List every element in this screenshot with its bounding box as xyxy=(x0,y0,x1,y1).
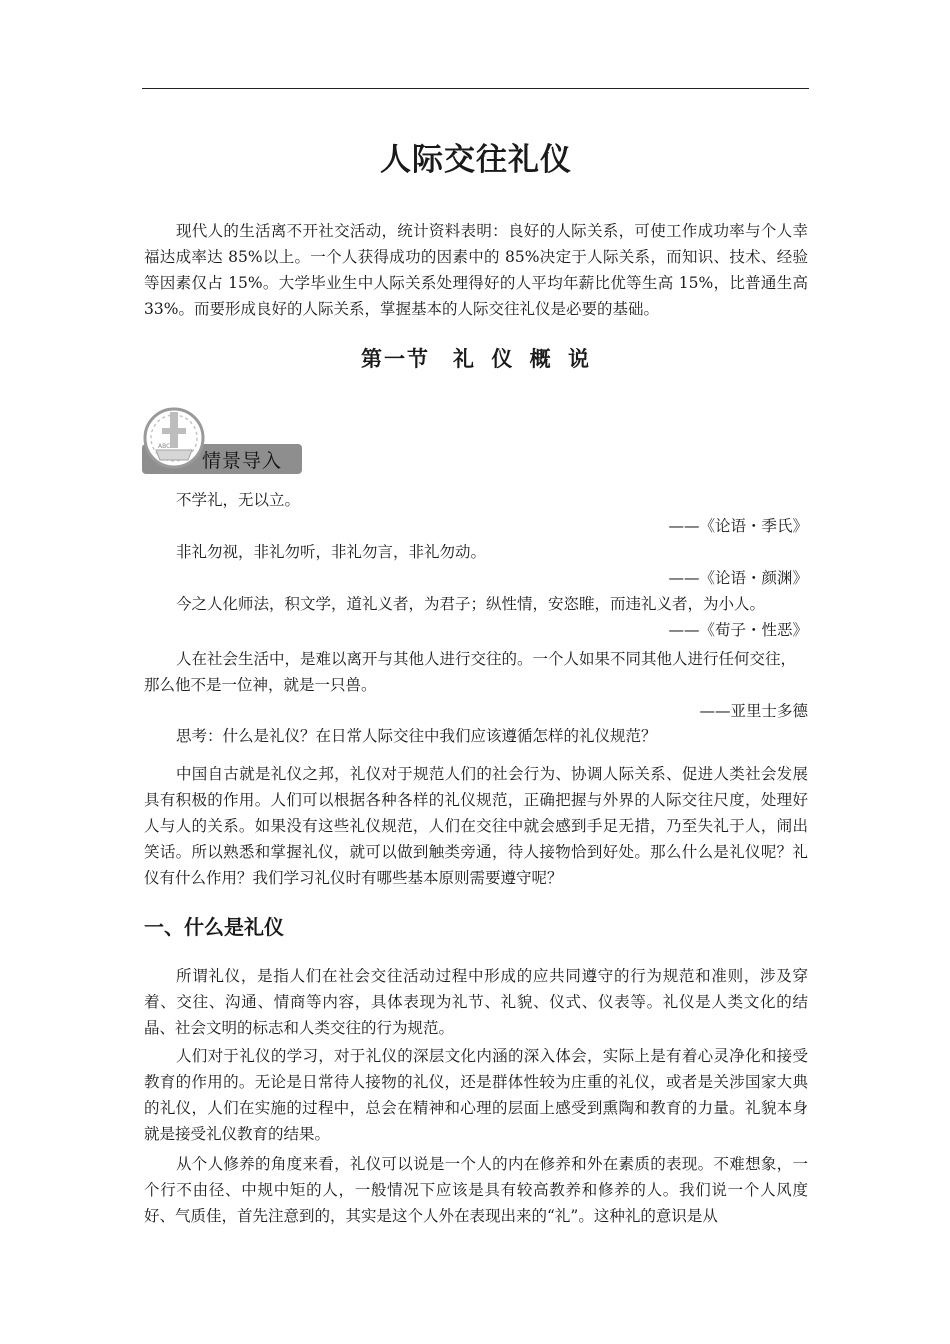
question: 思考：什么是礼仪？在日常人际交往中我们应该遵循怎样的礼仪规范？ xyxy=(176,727,657,745)
quote-2: 非礼勿视，非礼勿听，非礼勿言，非礼勿动。 xyxy=(176,543,487,561)
lead-paragraph: 中国自古就是礼仪之邦，礼仪对于规范人们的社会行为、协调人际关系、促进人类社会发展具有积极的作用。人们可以根据各种各样的礼仪规范，正确把握与外界的人际交往尺度，处理好人与人的关系。如果没有这些礼仪规范，人们在交往中就会感到手足无措，乃至失礼于人，闹出笑话。所以熟悉和掌握礼仪，就可以做到触类旁通，待人接物恰到好处。那么什么是礼仪呢？礼仪有什么作用？我们学习礼仪时有哪些基本原则需要遵守呢？ xyxy=(144,765,808,887)
body-paragraph-1: 所谓礼仪，是指人们在社会交往活动过程中形成的应共同遵守的行为规范和准则，涉及穿着、交往、沟通、情商等内容，具体表现为礼节、礼貌、仪式、仪表等。礼仪是人类文化的结晶、社会文明的标志和人类交往的行为规范。 xyxy=(144,967,808,1037)
quote-3-source: ——《荀子・性恶》 xyxy=(668,621,808,639)
body-paragraph-3: 从个人修养的角度来看，礼仪可以说是一个人的内在修养和外在素质的表现。不难想象，一个行不由径、中规中矩的人，一般情况下应该是具有较高教养和修养的人。我们说一个人风度好、气质佳，首先注意到的，其实是这个人外在表现出来的“礼”。这种礼的意识是从 xyxy=(144,1155,808,1225)
badge-label: 情景导入 xyxy=(202,450,283,472)
header-rule xyxy=(142,88,809,89)
intro-paragraph: 现代人的生活离不开社交活动，统计资料表明：良好的人际关系，可使工作成功率与个人幸福达成率达 85%以上。一个人获得成功的因素中的 85%决定于人际关系，而知识、技术、经验等因素仅占 15%。大学毕业生中人际关系处理得好的人平均年薪比优等生高 15%，比普通生高 33%。而要形成良好的人际关系，掌握基本的人际交往礼仪是必要的基础。 xyxy=(144,222,808,318)
quote-1: 不学礼，无以立。 xyxy=(176,491,301,509)
scene-intro-icon xyxy=(142,404,206,476)
section-title: 第一节 礼 仪 概 说 xyxy=(361,347,591,371)
scene-intro-badge xyxy=(142,404,304,476)
body-paragraph-2: 人们对于礼仪的学习，对于礼仪的深层文化内涵的深入体会，实际上是有着心灵净化和接受教育的作用的。无论是日常待人接物的礼仪，还是群体性较为庄重的礼仪，或者是关涉国家大典的礼仪，人们在实施的过程中，总会在精神和心理的层面上感受到熏陶和教育的力量。礼貌本身就是接受礼仪教育的结果。 xyxy=(144,1047,808,1143)
svg-text:ABC: ABC xyxy=(158,443,171,450)
subsection-heading: 一、什么是礼仪 xyxy=(144,915,284,939)
quote-1-source: ——《论语・季氏》 xyxy=(668,517,808,535)
quote-4-source: ——亚里士多德 xyxy=(699,702,808,720)
quote-2-source: ——《论语・颜渊》 xyxy=(668,569,808,587)
quote-3: 今之人化师法，积文学，道礼义者，为君子；纵性情，安恣睢，而违礼义者，为小人。 xyxy=(176,595,766,613)
chapter-title: 人际交往礼仪 xyxy=(380,142,572,178)
quote-4: 人在社会生活中，是难以离开与其他人进行交往的。一个人如果不同其他人进行任何交往，那么他不是一位神，就是一只兽。 xyxy=(144,650,797,694)
